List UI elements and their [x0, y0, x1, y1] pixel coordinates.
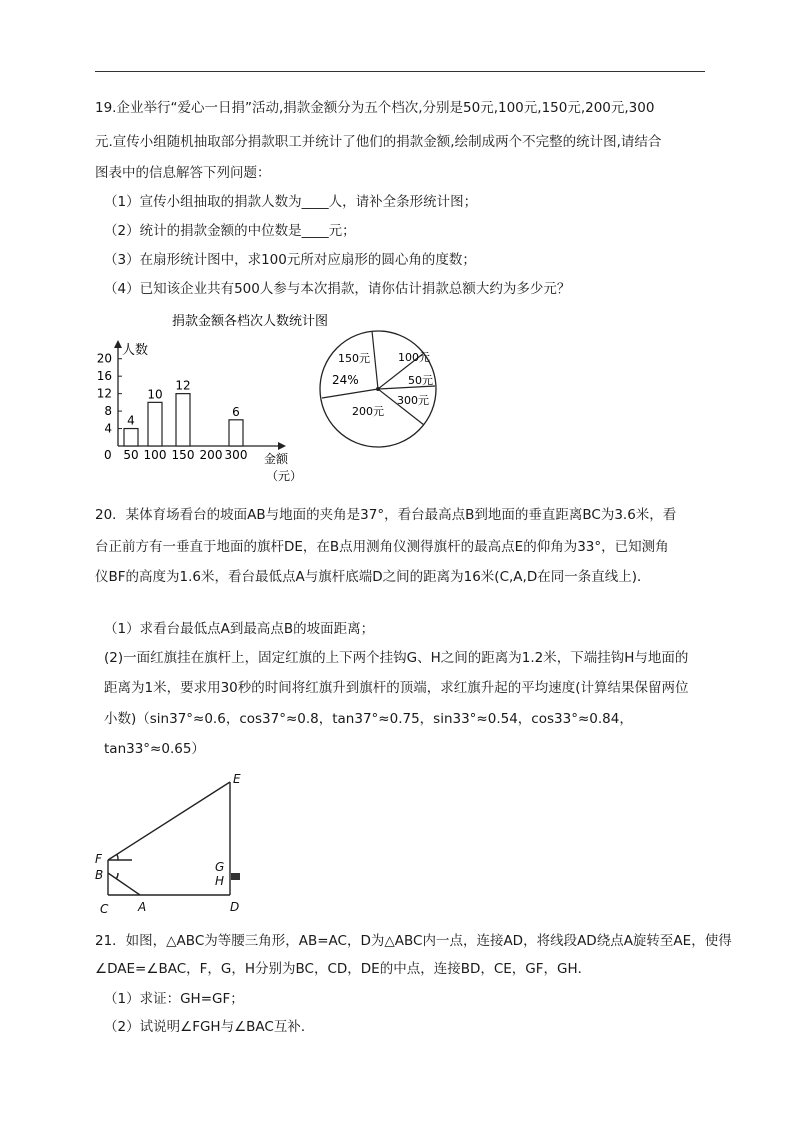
label-h: H	[215, 874, 225, 888]
q20-part-1: （1）求看台最低点A到最高点B的坡面距离；	[104, 621, 375, 637]
flag-icon	[231, 873, 240, 880]
y-tick-label-12: 12	[96, 386, 112, 401]
q20-part-2: (2)一面红旗挂在旗杆上，固定红旗的上下两个挂钩G、H之间的距离为1.2米，下端挂钩H与地面的	[104, 650, 689, 666]
angle-arc-f	[117, 855, 118, 861]
y-tick-label-4: 4	[104, 421, 112, 436]
bar-value-label-50: 4	[127, 413, 135, 428]
q21-line-1: 21．如图，△ABC为等腰三角形，AB=AC，D为△ABC内一点，连接AD，将线段AD绕点A旋转至AE，使得	[95, 933, 732, 949]
bar-100	[148, 402, 162, 446]
q20-part-4: 小数)（sin37°≈0.6，cos37°≈0.8，tan37°≈0.75，sin33°≈0.54，cos33°≈0.84，	[104, 711, 633, 727]
q19-line-2: 元.宣传小组随机抽取部分捐款职工并统计了他们的捐款金额,绘制成两个不完整的统计图,请结合	[95, 134, 662, 150]
q20-line-2: 台正前方有一垂直于地面的旗杆DE，在B点用测角仪测得旗杆的最高点E的仰角为33°，已知测角	[95, 539, 669, 555]
y-axis-label: 人数	[122, 343, 149, 358]
pie-slice-label-0: 100元	[398, 351, 430, 364]
label-b: B	[95, 868, 104, 882]
pie-center	[376, 387, 380, 391]
x-axis-arrow	[278, 442, 286, 450]
x-axis-label: 金额	[264, 452, 289, 466]
chart-title: 捐款金额各档次人数统计图	[172, 314, 329, 329]
y-tick-label-8: 8	[104, 404, 112, 419]
q19-part-2: （2）统计的捐款金额的中位数是____元；	[104, 223, 356, 239]
x-axis-unit: （元）	[266, 469, 303, 483]
q20-line-3: 仪BF的高度为1.6米，看台最低点A与旗杆底端D之间的距离为16米(C,A,D在同一条直线上)．	[95, 569, 651, 585]
bar-50	[124, 429, 138, 446]
line-fe	[108, 782, 230, 860]
bar-value-label-300: 6	[232, 404, 240, 419]
x-tick-label-50: 50	[123, 448, 139, 462]
x-tick-label-100: 100	[143, 448, 167, 462]
y-tick-label-20: 20	[96, 351, 112, 366]
q19-line-3: 图表中的信息解答下列问题：	[95, 165, 271, 181]
q21-part-1: （1）求证：GH=GF；	[104, 991, 244, 1007]
pie-slice-value-150: 24%	[332, 373, 359, 387]
label-c: C	[100, 902, 109, 916]
q19-charts	[0, 0, 800, 500]
pie-slice-label-3: 200元	[352, 405, 384, 418]
label-e: E	[233, 772, 241, 786]
x-tick-label-200: 200	[199, 448, 223, 462]
q21-part-2: （2）试说明∠FGH与∠BAC互补．	[104, 1019, 315, 1035]
label-a: A	[138, 900, 147, 914]
label-g: G	[215, 860, 225, 874]
pie-chart	[320, 331, 436, 447]
y-tick-label-16: 16	[96, 369, 112, 384]
y-axis-arrow	[114, 340, 122, 348]
label-f: F	[95, 852, 102, 866]
q19-part-3: （3）在扇形统计图中，求100元所对应扇形的圆心角的度数；	[104, 252, 476, 268]
x-tick-label-300: 300	[224, 448, 248, 462]
q20-part-5: tan33°≈0.65）	[104, 741, 205, 757]
bar-300	[229, 420, 243, 446]
bar-value-label-100: 10	[147, 387, 163, 402]
pie-slice-label-2: 300元	[397, 394, 429, 407]
pie-slice-label-1: 50元	[408, 374, 433, 387]
bar-150	[176, 394, 190, 446]
slope-ab	[108, 873, 140, 895]
pie-slice-label-4: 150元	[338, 352, 370, 365]
q19-part-1: （1）宣传小组抽取的捐款人数为____人，请补全条形统计图；	[104, 194, 478, 210]
angle-arc-b	[117, 873, 119, 879]
q20-line-1: 20．某体育场看台的坡面AB与地面的夹角是37°，看台最高点B到地面的垂直距离BC为3.6米，看	[95, 507, 677, 523]
q20-part-3: 距离为1米，要求用30秒的时间将红旗升到旗杆的顶端，求红旗升起的平均速度(计算结果保留两位	[104, 680, 689, 696]
q20-figure	[90, 765, 260, 920]
origin-label: 0	[104, 448, 112, 462]
q19-part-4: （4）已知该企业共有500人参与本次捐款，请你估计捐款总额大约为多少元？	[104, 281, 571, 297]
x-tick-label-150: 150	[171, 448, 195, 462]
bar-value-label-150: 12	[175, 378, 191, 393]
q19-line-1: 19.企业举行“爱心一日捐”活动,捐款金额分为五个档次,分别是50元,100元,150元,200元,300	[95, 100, 655, 116]
label-d: D	[230, 900, 240, 914]
q21-line-2: ∠DAE=∠BAC，F，G，H分别为BC，CD，DE的中点，连接BD，CE，GF，GH．	[95, 961, 592, 977]
bar-chart	[97, 340, 302, 483]
